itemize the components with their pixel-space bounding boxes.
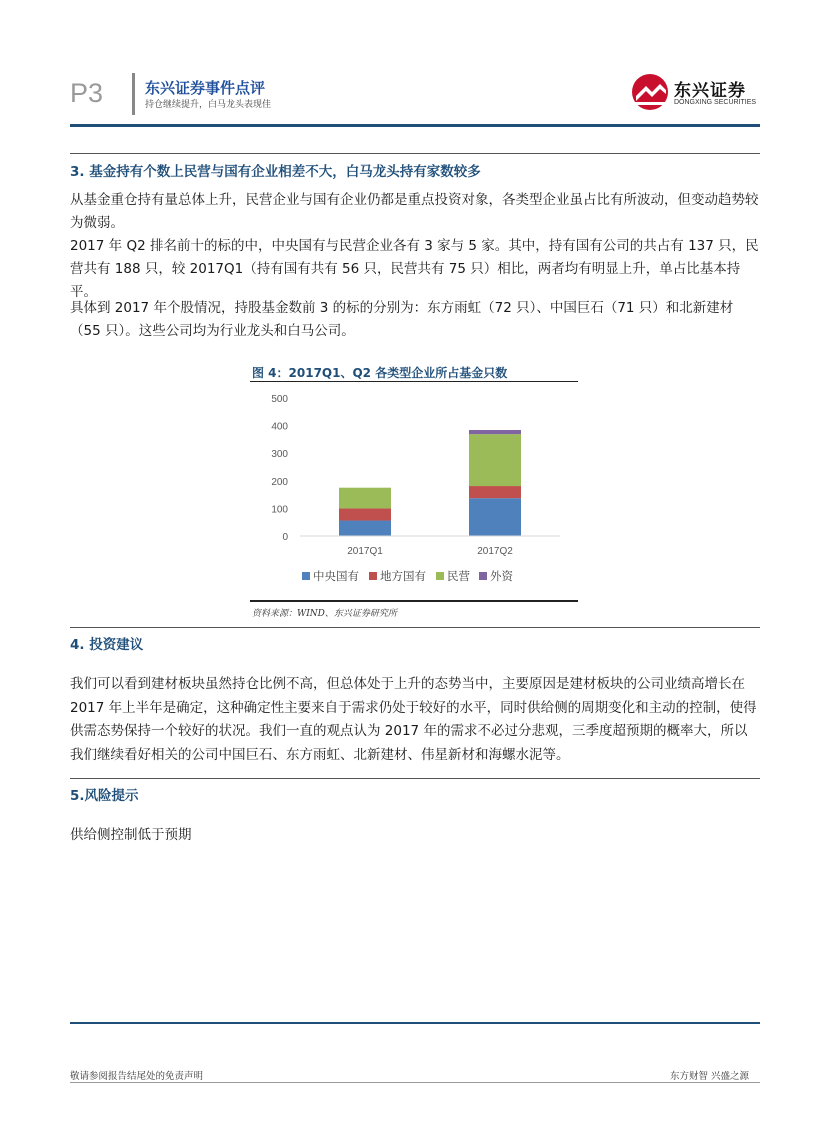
stacked-bar-chart xyxy=(250,382,578,600)
legend-swatch xyxy=(369,572,377,580)
x-tick-label: 2017Q1 xyxy=(347,546,383,557)
chart-legend xyxy=(302,569,513,583)
legend-label: 地方国有 xyxy=(380,569,426,583)
section-5-paragraph: 供给侧控制低于预期 xyxy=(70,827,192,843)
y-axis xyxy=(271,394,288,543)
report-subtitle: 持仓继续提升，白马龙头表现佳 xyxy=(145,100,272,110)
footer-rule xyxy=(70,1022,760,1024)
y-tick-label: 400 xyxy=(271,421,288,433)
legend-swatch xyxy=(436,572,444,580)
section-4-title: 4. 投资建议 xyxy=(70,637,144,653)
bar-segment xyxy=(339,488,391,509)
header-rule xyxy=(70,124,760,127)
footer-disclaimer: 敬请参阅报告结尾处的免责声明 xyxy=(70,1071,204,1082)
legend-swatch xyxy=(479,572,487,580)
legend-label: 中央国有 xyxy=(313,569,359,583)
legend-swatch xyxy=(302,572,310,580)
figure-title: 图 4：2017Q1、Q2 各类型企业所占基金只数 xyxy=(252,366,508,380)
x-axis xyxy=(300,536,560,557)
bar-segment xyxy=(339,508,391,520)
section-3-paragraph-2: 2017 年 Q2 排名前十的标的中，中央国有与民营企业各有 3 家与 5 家。其中，持有国有公司的共占有 137 只，民营共有 188 只，较 2017Q1（持有国有共有 56 只，民营共有 75 只）相比，两者均有明显上升，单占比基本持平。 xyxy=(70,238,759,300)
y-tick-label: 500 xyxy=(271,394,288,405)
section-3-title: 3. 基金持有个数上民营与国有企业相差不大，白马龙头持有家数较多 xyxy=(70,164,481,180)
y-tick-label: 200 xyxy=(271,476,288,488)
section-5-rule xyxy=(70,778,760,779)
y-tick-label: 300 xyxy=(271,449,288,461)
figure-bottom-rule xyxy=(250,600,578,602)
brand-name-en: DONGXING SECURITIES xyxy=(674,99,757,106)
brand-name-cn: 东兴证券 xyxy=(674,81,746,101)
bars xyxy=(339,430,521,536)
footer-bottom-rule xyxy=(70,1082,760,1083)
legend-label: 民营 xyxy=(447,569,470,583)
bar-segment xyxy=(469,498,521,536)
footer-slogan: 东方财智 兴盛之源 xyxy=(670,1071,750,1082)
page-number: P3 xyxy=(70,78,104,108)
section-5-title: 5.风险提示 xyxy=(70,788,139,804)
section-4-rule xyxy=(70,627,760,628)
figure-source: 资料来源：WIND、东兴证券研究所 xyxy=(252,609,397,619)
brand-logo-icon xyxy=(630,72,672,112)
y-tick-label: 100 xyxy=(271,504,288,516)
report-title: 东兴证券事件点评 xyxy=(145,79,266,97)
section-3-rule xyxy=(70,153,760,154)
section-4-paragraph: 我们可以看到建材板块虽然持仓比例不高，但总体处于上升的态势当中，主要原因是建材板块的公司业绩高增长在 2017 年上半年是确定，这种确定性主要来自于需求仍处于较好的水平，同时供给侧的周期变化和主动的控制，使得供需态势保持一个较好的状况。我们一直的观点认为 2017 年的需求不必过分悲观，三季度超预期的概率大，所以我们继续看好相关的公司中国巨石、东方雨虹、北新建材、伟星新材和海螺水泥等。 xyxy=(70,676,757,763)
bar-segment xyxy=(469,434,521,486)
y-tick-label: 0 xyxy=(282,532,288,543)
bar-segment xyxy=(469,486,521,498)
section-3-paragraph-1: 从基金重仓持有量总体上升，民营企业与国有企业仍都是重点投资对象，各类型企业虽占比有所波动，但变动趋势较为微弱。 xyxy=(70,192,759,231)
x-tick-label: 2017Q2 xyxy=(477,546,513,557)
section-3-paragraph-3: 具体到 2017 年个股情况，持股基金数前 3 的标的分别为：东方雨虹（72 只）、中国巨石（71 只）和北新建材（55 只）。这些公司均为行业龙头和白马公司。 xyxy=(70,300,734,339)
legend-label: 外资 xyxy=(490,569,513,583)
bar-segment xyxy=(469,430,521,434)
bar-segment xyxy=(339,521,391,536)
header-divider xyxy=(132,73,135,115)
